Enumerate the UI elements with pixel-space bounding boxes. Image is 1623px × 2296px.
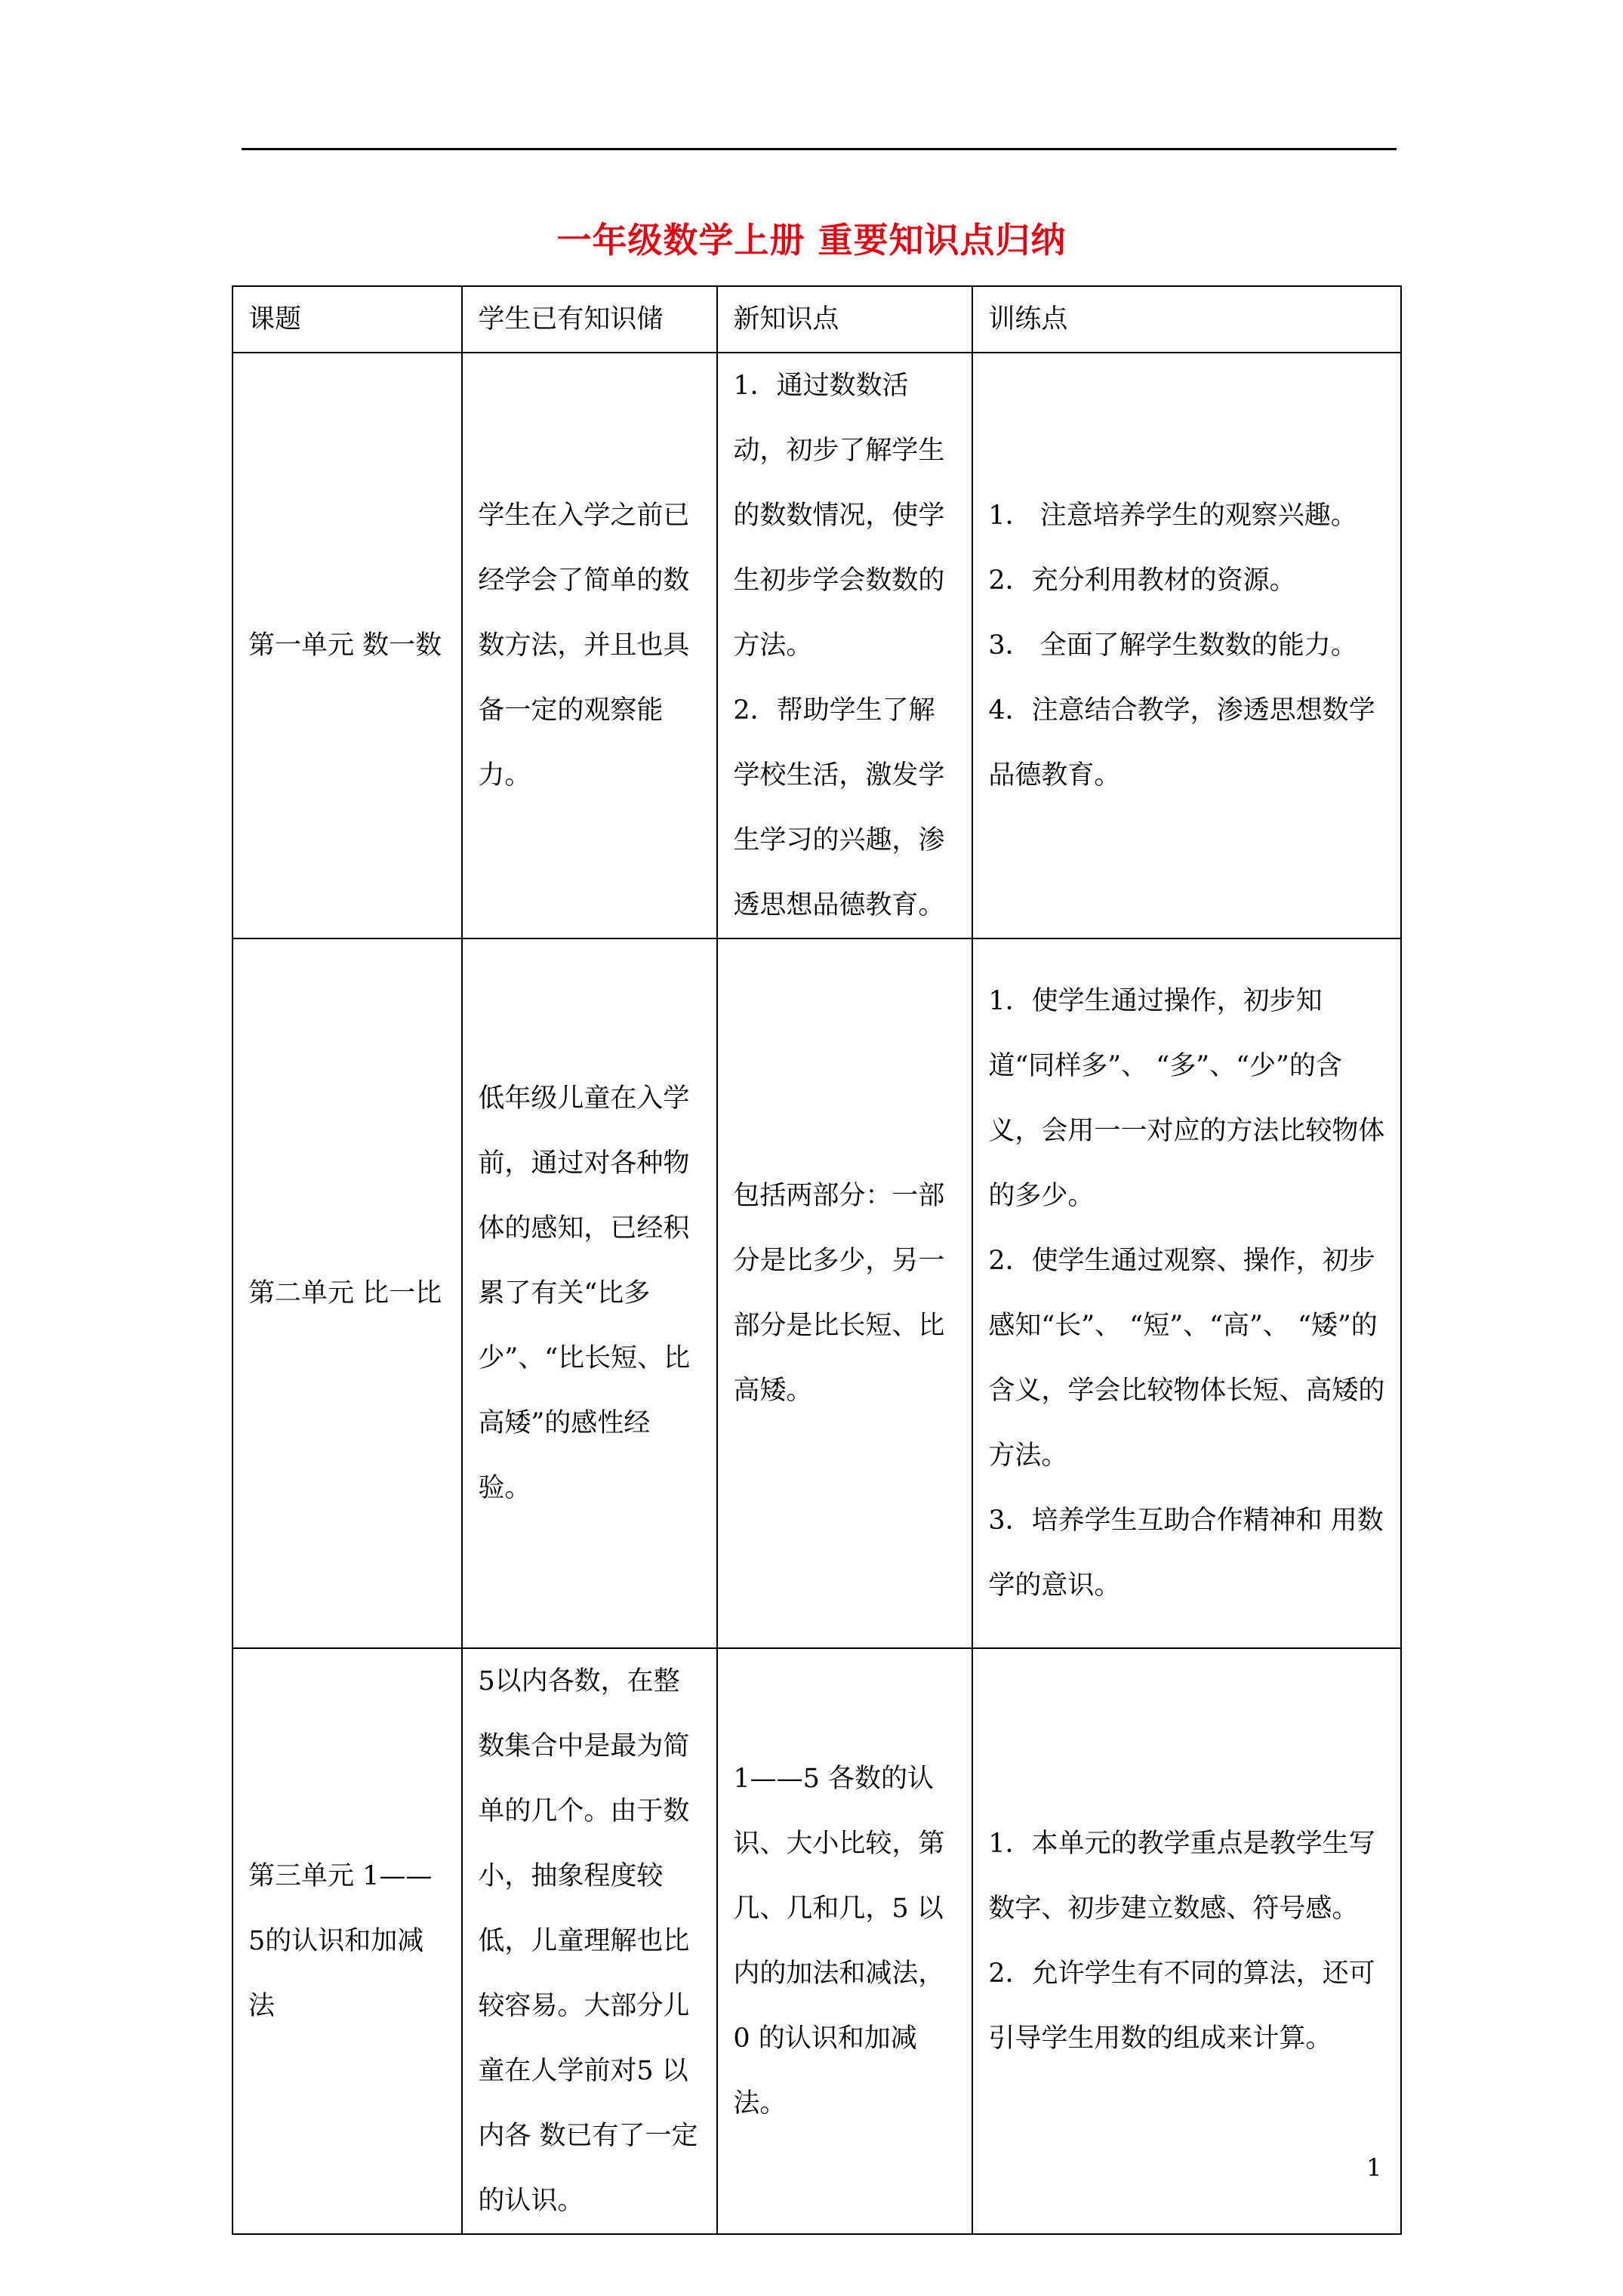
list-item: 1． 注意培养学生的观察兴趣。 [988,501,1357,531]
list-item: 3．培养学生互助合作精神和 用数学的意识。 [988,1505,1384,1601]
list-item: 2．允许学生有不同的算法，还可引导学生用数的组成来计算。 [988,1959,1375,2054]
prior-knowledge-cell: 5以内各数，在整数集合中是最为简单的几个。由于数小，抽象程度较低，儿童理解也比较容易。大部分儿童在人学前对5 以内各 数已有了一定的认识。 [462,1648,717,2234]
table-row [233,353,1401,938]
header-prior-knowledge: 学生已有知识储 [462,286,717,353]
list-item: 1——5 各数的认识、大小比较，第几、几和几，5 以内的加法和减法，0 的认识和加减法。 [733,1764,945,2119]
table-row [233,1648,1401,2234]
table-row [233,938,1401,1648]
list-item: 2．使学生通过观察、操作，初步感知“长”、 “短”、“高”、 “矮”的含义，学会比较物体长短、高矮的方法。 [988,1246,1385,1471]
list-item: 4．注意结合教学，渗透思想数学 品德教育。 [988,695,1375,791]
list-item: 3． 全面了解学生数数的能力。 [988,630,1357,661]
training-points-cell [972,938,1401,1648]
knowledge-table [232,285,1402,2235]
new-points-cell [717,938,972,1648]
document-title: 一年级数学上册 重要知识点归纳 [556,220,1067,260]
list-item: 1．通过数数活动，初步了解学生的数数情况，使学生初步学会数数的方法。 [733,371,945,661]
list-item: 包括两部分：一部分是比多少，另一部分是比长短、比高矮。 [733,1181,945,1406]
page-number: 1 [1366,2153,1382,2182]
list-item: 2．充分利用教材的资源。 [988,566,1296,596]
topic-cell: 第二单元 比一比 [233,938,462,1648]
header-new-points: 新知识点 [717,286,972,353]
training-points-cell [972,353,1401,938]
new-points-cell [717,1648,972,2234]
topic-cell: 第一单元 数一数 [233,353,462,938]
table-header-row [233,286,1401,353]
topic-cell: 第三单元 1——5的认识和加减法 [233,1648,462,2234]
prior-knowledge-cell: 低年级儿童在入学前，通过对各种物体的感知，已经积累了有关“比多少”、“比长短、比高矮”的感性经验。 [462,938,717,1648]
prior-knowledge-cell: 学生在入学之前已经学会了简单的数数方法，并且也具备一定的观察能力。 [462,353,717,938]
header-topic: 课题 [233,286,462,353]
list-item: 1．使学生通过操作，初步知道“同样多”、 “多”、“少”的含义，会用一一对应的方法比较物体的多少。 [988,986,1385,1211]
header-rule [242,148,1397,150]
header-training-points: 训练点 [972,286,1401,353]
list-item: 1．本单元的教学重点是教学生写数字、初步建立数感、符号感。 [988,1829,1375,1924]
list-item: 2．帮助学生了解学校生活，激发学生学习的兴趣，渗透思想品德教育。 [733,695,945,920]
training-points-cell [972,1648,1401,2234]
new-points-cell [717,353,972,938]
